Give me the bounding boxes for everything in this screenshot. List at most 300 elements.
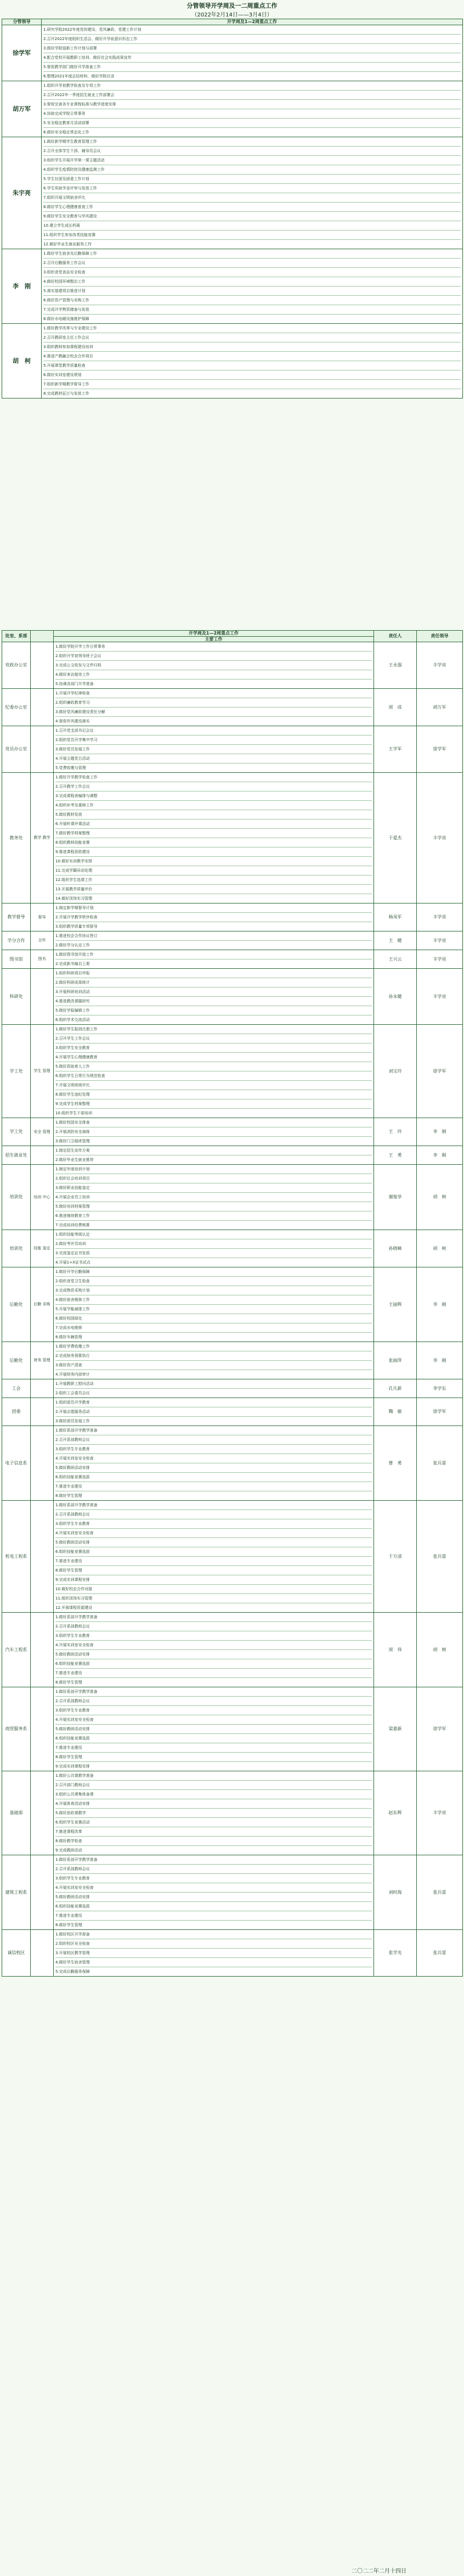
leadership-table (2, 19, 463, 399)
dept-owner: 周 成 (374, 689, 417, 726)
task-item: 5.安全稳定教育月活动部署 (43, 119, 461, 128)
task-item: 7.完成开学物资储备与发放 (43, 305, 461, 315)
dept-owner: 王 健 (374, 931, 417, 950)
task-item: 4.协助完成学院日常事务 (43, 109, 461, 119)
dept-name: 基础部 (2, 1771, 31, 1855)
task-item: 11.组织顶岗实习管理 (55, 1594, 372, 1603)
dept-leader: 胡 柯 (417, 1165, 463, 1230)
responsible-person-header: 责任人 (374, 631, 417, 642)
task-item: 4.开展实训室安全检查 (55, 1641, 372, 1650)
dept-tasks (54, 1398, 374, 1426)
department-table (2, 630, 463, 1977)
task-item: 3.完成物资采购计划 (55, 1286, 372, 1295)
task-item: 2.组织社会培训项目 (55, 1174, 372, 1183)
dept-leader: 徐学军 (417, 726, 463, 773)
task-item: 9.完成实训课程安排 (55, 1575, 372, 1585)
dept-row (2, 1025, 463, 1118)
task-item: 2.召开2022年度组织生活会、做好开学前意识形态工作 (43, 35, 461, 44)
dept-owner: 刘宝玲 (374, 1025, 417, 1118)
task-item: 6.推进继续教育工作 (55, 1211, 372, 1221)
dept-owner: 王永强 (374, 642, 417, 689)
task-item: 3.做好团员发展工作 (55, 1419, 90, 1424)
leader-row (2, 81, 463, 137)
task-item: 4.开展体育活动安排 (55, 1799, 372, 1809)
task-item: 7.推进课程改革 (55, 1827, 372, 1837)
dept-work-header: 开学周及1—2周重点工作 (54, 631, 374, 637)
dept-tasks (54, 1267, 374, 1342)
task-item: 9.完成教研活动 (55, 1848, 82, 1853)
dept-tasks (54, 1613, 374, 1687)
dept-sub: 督导 (31, 903, 54, 931)
dept-owner: 王 勇 (374, 1146, 417, 1165)
dept-row (2, 1342, 463, 1379)
task-item: 1.做好公共课教学准备 (55, 1771, 372, 1781)
dept-owner: 王兴云 (374, 950, 417, 969)
dept-row (2, 689, 463, 726)
dept-tasks (54, 1930, 374, 1977)
task-item: 2.开展开学教学秩序检查 (55, 913, 372, 922)
task-item: 2.组织党员开学集中学习 (55, 736, 372, 745)
dept-row (2, 1501, 463, 1613)
dept-row (2, 1165, 463, 1230)
task-item: 12.开展课程资源建设 (55, 1606, 93, 1610)
task-item: 5.学生社团及团委工作计划 (43, 175, 461, 184)
dept-name: 机电工程系 (2, 1501, 31, 1613)
task-item: 2.召开系部教师会议 (55, 1865, 372, 1874)
task-item: 4.开展实训室安全检查 (55, 1715, 372, 1725)
dept-leader: 胡 柯 (417, 1230, 463, 1267)
task-item: 7.推进专业建设 (55, 1743, 372, 1753)
dept-sub (31, 1146, 54, 1165)
task-item: 2.召开学生工作会议 (55, 1034, 372, 1043)
task-item: 7.推进专业建设 (55, 1911, 372, 1921)
dept-leader: 丰学亮 (417, 969, 463, 1025)
dept-sub (31, 1855, 54, 1930)
dept-row (2, 1855, 463, 1930)
dept-leader: 李 刚 (417, 1118, 463, 1146)
task-item: 4.组织补考及重修工作 (55, 801, 372, 810)
task-item: 10.做好实训教学安排 (55, 857, 372, 866)
task-item: 1.组织开学初教学检查及专项工作 (43, 81, 461, 91)
dept-leader: 李 刚 (417, 1267, 463, 1342)
dept-row (2, 931, 463, 950)
task-item: 9.完成实训课程安排 (55, 1764, 90, 1769)
leader-row (2, 249, 463, 323)
task-item: 4.开展实训室安全检查 (55, 1883, 372, 1893)
task-item: 2.做好考评员培训 (55, 1239, 372, 1249)
dept-tasks (54, 931, 374, 950)
task-item: 9.完成学生档案整理 (55, 1099, 372, 1109)
task-item: 7.推进专业建设 (55, 1669, 372, 1678)
task-item: 7.推进专业建设 (55, 1482, 372, 1491)
task-item: 2.召开系部教师会议 (55, 1622, 372, 1631)
dept-name: 科研处 (2, 969, 31, 1025)
task-item: 1.做好学生报到注册工作 (55, 1025, 372, 1034)
leader-name: 胡 柯 (2, 323, 42, 398)
task-item: 4.做好学生宿舍管理 (55, 1958, 372, 1967)
task-item: 3.做好资产清查 (55, 1361, 372, 1370)
dept-leader: 李学东 (417, 1379, 463, 1398)
leader-column-header: 分管领导 (2, 19, 42, 25)
dept-owner: 孙晓峰 (374, 1230, 417, 1267)
dept-leader: 徐学军 (417, 1398, 463, 1426)
task-item: 3.组织学生专业教育 (55, 1874, 372, 1883)
task-item: 5.做好教材发放 (55, 810, 372, 820)
dept-sub: 教学 教学 (31, 773, 54, 903)
dept-name: 建筑工程系 (2, 1855, 31, 1930)
task-item: 13.开展教学质量评价 (55, 885, 372, 894)
task-item: 2.开展消防安全演练 (55, 1127, 372, 1137)
task-item: 4.做好校园环境整治工作 (43, 277, 461, 287)
task-item: 3.做好党风廉政建设责任分解 (55, 708, 372, 717)
task-item: 10.建立学生成长档案 (43, 221, 461, 231)
dept-leader: 胡 柯 (417, 1613, 463, 1687)
task-item: 8.做好车辆管理 (55, 1335, 82, 1340)
task-item: 6.做好安全稳定常态化工作 (43, 130, 89, 134)
task-item: 4.开展财务内部审计 (55, 1372, 90, 1377)
dept-row (2, 1930, 463, 1977)
dept-sub (31, 1398, 54, 1426)
task-item: 1.做好学费收缴工作 (55, 1342, 372, 1351)
task-item: 2.召开部门教师会议 (55, 1781, 372, 1790)
responsible-leader-header: 责任领导 (417, 631, 463, 642)
task-item: 2.开展志愿服务活动 (55, 1407, 372, 1417)
task-item: 1.做好校园安全排查 (55, 1118, 372, 1127)
task-item: 3.组织学生专业教育 (55, 1631, 372, 1641)
task-item: 1.组织团员开学教育 (55, 1398, 372, 1407)
task-item: 2.完成新书编目上架 (55, 962, 90, 967)
task-item: 3.组织食堂食品安全检查 (43, 268, 461, 277)
task-item: 3.完成课程表编排与调整 (55, 792, 372, 801)
task-item: 2.召开教研室主任工作会议 (43, 333, 461, 343)
leader-tasks (42, 249, 463, 323)
task-item: 1.开展教职工慰问活动 (55, 1379, 372, 1389)
dept-row (2, 726, 463, 773)
dept-row (2, 1613, 463, 1687)
dept-tasks (54, 1687, 374, 1771)
dept-row (2, 1771, 463, 1855)
task-item: 4.开展企业员工培训 (55, 1193, 372, 1202)
task-item: 4.开展主题党日活动 (55, 754, 372, 764)
task-item: 3.组织学生专业教育 (55, 1519, 372, 1529)
task-item: 8.做好教学检查 (55, 1837, 372, 1846)
dept-row (2, 1146, 463, 1165)
task-item: 7.做好教学档案整理 (55, 829, 372, 838)
task-item: 7.开展文明班级评比 (55, 1081, 372, 1090)
task-item: 8.组织教师技能竞赛 (55, 838, 372, 848)
dept-leader: 丰学亮 (417, 931, 463, 950)
task-item: 6.学生奖助学金评审与发放工作 (43, 184, 461, 193)
task-item: 5.做好资助育人工作 (55, 1062, 372, 1071)
dept-name: 学工处 (2, 1025, 31, 1118)
dept-tasks (54, 950, 374, 969)
dept-leader: 徐学军 (417, 1025, 463, 1118)
task-item: 2.完成财务预算执行 (55, 1351, 372, 1361)
task-item: 2.做好毕业生就业推荐 (55, 1158, 94, 1163)
task-item: 1.研究学院2022年度党的建设、党风廉政、党建工作计划 (43, 25, 461, 35)
dept-name: 电子信息系 (2, 1426, 31, 1501)
dept-sub: 技能 鉴定 (31, 1230, 54, 1267)
leader-name: 胡万军 (2, 81, 42, 137)
task-item: 2.做好科研成果统计 (55, 978, 372, 987)
dept-name: 党政办公室 (2, 642, 31, 689)
leader-tasks (42, 137, 463, 249)
leader-work-header: 开学周及1—2周重点工作 (42, 19, 463, 25)
task-item: 4.组织学生疫情防控及健康监测工作 (43, 165, 461, 175)
task-item: 2.组织食堂卫生检查 (55, 1277, 372, 1286)
dept-sub: 合作 (31, 931, 54, 950)
task-item: 1.制定招生宣传方案 (55, 1146, 372, 1155)
task-item: 6.组织学生竞赛活动 (55, 1818, 372, 1827)
task-item: 11.组织学生参加各类技能竞赛 (43, 231, 461, 240)
dept-leader: 丰学亮 (417, 1771, 463, 1855)
task-item: 14.做好顶岗实习管理 (55, 896, 93, 901)
task-item: 5.做好教研活动安排 (55, 1725, 372, 1734)
dept-owner: 刘时海 (374, 1855, 417, 1930)
task-item: 5.协调各部门开学准备 (55, 682, 94, 687)
task-item: 11.完成学籍异动处理 (55, 866, 372, 875)
dept-owner: 赵东辉 (374, 1771, 417, 1855)
dept-tasks (54, 1165, 374, 1230)
task-item: 3.开展科研培训活动 (55, 987, 372, 997)
task-item: 4.配合党校开展教职工培训、做好社会实践成果宣传 (43, 53, 461, 63)
dept-leader: 丰学亮 (417, 642, 463, 689)
dept-leader: 张兵雷 (417, 1426, 463, 1501)
task-item: 1.制定新学期督导计划 (55, 903, 372, 913)
task-item: 2.召开教学工作会议 (55, 782, 372, 792)
task-item: 1.做好系部开学教学准备 (55, 1426, 372, 1435)
task-item: 10.做好校企合作对接 (55, 1585, 372, 1594)
task-item: 12.做好毕业生就业服务工作 (43, 242, 92, 246)
task-item: 2.召开全体学生干部、辅导员会议 (43, 147, 461, 156)
task-item: 2.召开后勤服务工作会议 (43, 259, 461, 268)
dept-row (2, 773, 463, 903)
task-item: 2.组织校区安全检查 (55, 1939, 372, 1949)
dept-row (2, 642, 463, 689)
task-item: 1.做好学生宿舍及后勤保障工作 (43, 249, 461, 259)
dept-name: 学工处 (2, 1118, 31, 1146)
task-item: 1.做好开学后勤保障 (55, 1267, 372, 1277)
task-item: 9.做好学生安全教育与学风建设 (43, 212, 461, 221)
dept-name: 招生就业处 (2, 1146, 31, 1165)
dept-sub: 学生 管理 (31, 1025, 54, 1118)
task-item: 6.整理2021年度总结材料、做好学院目录 (43, 74, 115, 78)
task-item: 3.督促完善各专业课程标准与教学进度安排 (43, 100, 461, 109)
dept-sub (31, 1771, 54, 1855)
dept-row (2, 1687, 463, 1771)
dept-sub (31, 689, 54, 726)
dept-sub (31, 1379, 54, 1398)
dept-name: 党员办公室 (2, 726, 31, 773)
dept-owner: 王 玲 (374, 1118, 417, 1146)
task-item: 3.做好学院迎新工作计划与部署 (43, 44, 461, 53)
dept-leader: 张兵雷 (417, 1855, 463, 1930)
dept-owner: 张学光 (374, 1930, 417, 1977)
dept-leader: 李 刚 (417, 1342, 463, 1379)
task-item: 6.组织技能竞赛选拔 (55, 1473, 372, 1482)
task-item: 4.开展实训室安全检查 (55, 1529, 372, 1538)
task-item: 9.推进课程思政建设 (55, 848, 372, 857)
task-item: 2.召开系部教师会议 (55, 1435, 372, 1445)
task-item: 3.组织教师参加课程建设培训 (43, 343, 461, 352)
task-item: 3.做好党员发展工作 (55, 745, 372, 754)
task-item: 6.组织技能竞赛选拔 (55, 1659, 372, 1669)
task-item: 8.做好学生管理 (55, 1753, 372, 1762)
dept-office-header: 处室、系部 (2, 631, 31, 642)
dept-owner: 周 伟 (374, 1613, 417, 1687)
dept-tasks (54, 903, 374, 931)
task-item: 3.组织学生专业教育 (55, 1706, 372, 1715)
dept-sub-header (31, 631, 54, 642)
task-item: 6.组织技能竞赛选拔 (55, 1547, 372, 1557)
dept-tasks (54, 689, 374, 726)
task-item: 3.组织学生专业教育 (55, 1445, 372, 1454)
task-item: 8.做好学生违纪处理 (55, 1090, 372, 1099)
dept-name: 培训处 (2, 1165, 31, 1230)
task-item: 1.做好新学期学生教育管理工作 (43, 137, 461, 147)
task-item: 5.做好教研活动安排 (55, 1650, 372, 1659)
dept-owner: 魏 敏 (374, 1398, 417, 1426)
dept-name: 学分合作 (2, 931, 31, 950)
task-item: 5.党费收缴与管理 (55, 766, 86, 771)
task-item: 6.开展听课评课活动 (55, 820, 372, 829)
dept-name: 诚信校区 (2, 1930, 31, 1977)
task-item: 6.组织技能竞赛选拔 (55, 1734, 372, 1743)
task-item: 4.做好来访接待工作 (55, 670, 372, 680)
task-item: 6.做好资产管理与采购工作 (43, 296, 461, 305)
task-item: 1.制定年度培训计划 (55, 1165, 372, 1174)
task-item: 2.组织廉政教育学习 (55, 698, 372, 708)
dept-row (2, 1267, 463, 1342)
dept-tasks (54, 1426, 374, 1501)
task-item: 2.组织开学初领导班子会议 (55, 652, 372, 661)
dept-row (2, 1398, 463, 1426)
dept-sub (31, 726, 54, 773)
task-item: 2.做好学分认定工作 (55, 943, 90, 948)
leader-row (2, 137, 463, 249)
dept-sub (31, 1426, 54, 1501)
leader-tasks (42, 81, 463, 137)
dept-row (2, 903, 463, 931)
dept-leader: 丰学亮 (417, 773, 463, 903)
task-item: 7.完成培训经费核算 (55, 1223, 90, 1228)
dept-leader: 丰学亮 (417, 950, 463, 969)
dept-tasks (54, 1146, 374, 1165)
task-item: 4.督促作风建设落实 (55, 719, 90, 724)
task-item: 7.组织新学期教学督导工作 (43, 380, 461, 389)
dept-sub: 培训 中心 (31, 1165, 54, 1230)
dept-owner: 于爱杰 (374, 773, 417, 903)
dept-name: 图书馆 (2, 950, 31, 969)
task-item: 3.组织学生安全教育 (55, 1043, 372, 1053)
dept-row (2, 1230, 463, 1267)
dept-tasks (54, 1379, 374, 1398)
task-item: 1.组织科研项目申报 (55, 969, 372, 978)
dept-name: 纪委办公室 (2, 689, 31, 726)
task-item: 3.做好职业技能鉴定 (55, 1183, 372, 1193)
dept-sub (31, 1501, 54, 1613)
task-item: 8.做好学生管理 (55, 1680, 82, 1685)
dept-name: 培训处 (2, 1230, 31, 1267)
dept-name: 教务处 (2, 773, 31, 903)
dept-leader: 张兵雷 (417, 1930, 463, 1977)
dept-owner: 王学军 (374, 726, 417, 773)
task-item: 6.做好实训室建设规划 (43, 371, 461, 380)
task-item: 10.组织学生干部培训 (55, 1111, 93, 1116)
dept-name: 商贸服务系 (2, 1687, 31, 1771)
task-item: 3.组织公共课集体备课 (55, 1790, 372, 1799)
dept-tasks (54, 1855, 374, 1930)
dept-owner: 张丽萍 (374, 1342, 417, 1379)
dept-owner: 孔凡新 (374, 1379, 417, 1398)
dept-owner: 曹 勇 (374, 1426, 417, 1501)
task-item: 3.做好门卫值班管理 (55, 1139, 90, 1144)
task-item: 1.做好开学教学检查工作 (55, 773, 372, 782)
footer-date: 二〇二二年二月十四日 (352, 2568, 406, 2574)
task-item: 8.做好学生管理 (55, 1923, 82, 1928)
task-item: 7.组织开展文明宿舍评比 (43, 193, 461, 203)
dept-tasks (54, 773, 374, 903)
dept-name: 团委 (2, 1398, 31, 1426)
dept-tasks (54, 642, 374, 689)
task-item: 2.召开系部教师会议 (55, 1510, 372, 1519)
task-item: 1.做好学院开学工作日常事务 (55, 642, 372, 652)
dept-tasks (54, 1771, 374, 1855)
dept-tasks (54, 1342, 374, 1379)
task-item: 1.做好系部开学教学准备 (55, 1855, 372, 1865)
task-item: 8.做好水电暖设施维护保障 (43, 316, 89, 321)
dept-sub: 图书 (31, 950, 54, 969)
task-item: 8.完成教材征订与发放工作 (43, 391, 89, 396)
task-item: 1.组织技能等级认定 (55, 1230, 372, 1239)
task-item: 5.落实基建项目推进计划 (43, 287, 461, 296)
dept-tasks (54, 726, 374, 773)
task-item: 6.组织学术交流活动 (55, 1018, 90, 1023)
task-item: 4.开展1+X证书试点 (55, 1260, 90, 1265)
task-item: 8.做好学生心理健康普查工作 (43, 203, 461, 212)
dept-leader: 胡万军 (417, 689, 463, 726)
dept-owner: 杨凤军 (374, 903, 417, 931)
task-item: 1.做好系部开学教学准备 (55, 1501, 372, 1510)
task-item: 4.开展实训室安全检查 (55, 1454, 372, 1463)
task-item: 7.完成水电维修 (55, 1323, 372, 1333)
task-item: 5.完成后勤服务保障 (55, 1969, 90, 1974)
task-item: 5.做好教研活动安排 (55, 1463, 372, 1473)
task-item: 2.召开系部教师会议 (55, 1697, 372, 1706)
dept-sub (31, 969, 54, 1025)
leader-row (2, 25, 463, 81)
dept-tasks (54, 969, 374, 1025)
task-item: 5.做好思政课教学 (55, 1809, 372, 1818)
dept-sub: 后勤 采购 (31, 1267, 54, 1342)
dept-owner: 梁嘉新 (374, 1687, 417, 1771)
dept-leader: 张兵雷 (417, 1501, 463, 1613)
dept-owner: 谢俊华 (374, 1165, 417, 1230)
dept-tasks (54, 1501, 374, 1613)
task-item: 3.开展校区教学管理 (55, 1949, 372, 1958)
task-item: 4.开展学生心理健康教育 (55, 1053, 372, 1062)
dept-row (2, 969, 463, 1025)
document-title: 分管领导开学周及一二周重点工作 (186, 2, 278, 9)
dept-tasks (54, 1230, 374, 1267)
task-item: 5.督促教学部门做好开学准备工作 (43, 63, 461, 72)
dept-sub: 安全 管理 (31, 1118, 54, 1146)
date-range: （2022年2月14日——3月4日） (191, 12, 273, 18)
task-item: 7.推进专业建设 (55, 1557, 372, 1566)
task-item: 1.做好教学改革与专业建设工作 (43, 324, 461, 333)
leader-tasks (42, 25, 463, 81)
leader-tasks (42, 323, 463, 398)
